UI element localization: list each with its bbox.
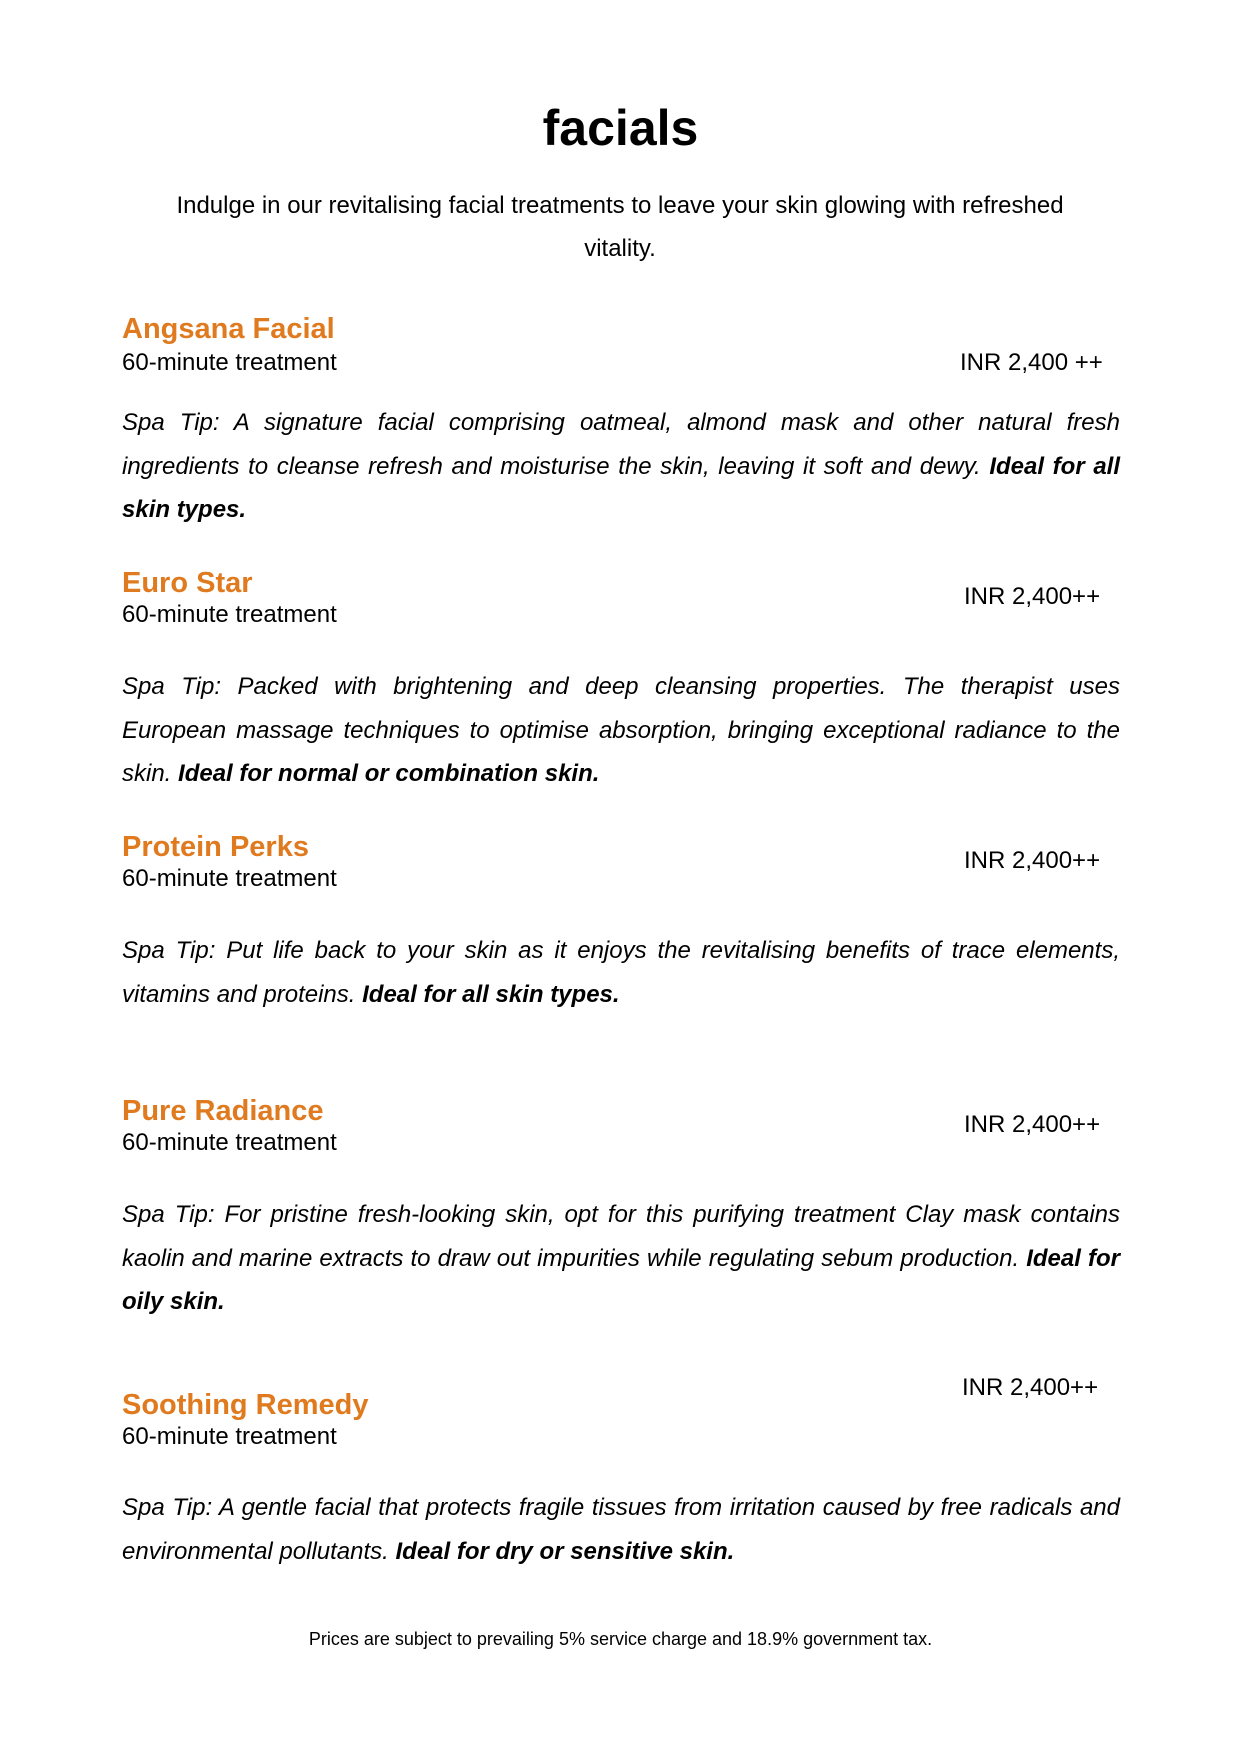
ideal-skin-type: Ideal for normal or combination skin. [178,760,600,787]
pricing-footnote: Prices are subject to prevailing 5% service charge and 18.9% government tax. [308,1629,933,1649]
spa-tip-text: Spa Tip: For pristine fresh-looking skin, opt for this purifying treatment Clay mask contains kaolin and marine extracts to draw out impurities while regulating sebum production. [122,1201,1120,1272]
spa-tip-text: Spa Tip: Put life back to your skin as it enjoys the revitalising benefits of trace elements, vitamins and proteins. [122,937,1120,1008]
treatment-price: INR 2,400 ++ [960,349,1103,376]
treatment-title-euro-star: Euro Star [122,567,253,599]
treatment-price: INR 2,400++ [964,1111,1101,1138]
ideal-skin-type: Ideal for dry or sensitive skin. [395,1537,735,1565]
treatment-title-protein-perks: Protein Perks [122,831,309,863]
ideal-skin-type: Ideal for all skin types. [362,980,620,1008]
treatment-duration: 60-minute treatment [122,865,337,892]
spa-tip [122,401,1120,532]
spa-tip [122,1486,1120,1573]
page-title: facials [542,100,699,156]
treatment-duration: 60-minute treatment [122,1423,337,1450]
treatment-price: INR 2,400++ [964,583,1101,610]
spa-tip-text: Spa Tip: A gentle facial that protects fragile tissues from irritation caused by free radicals and environmental pollutants. [122,1494,1120,1565]
ideal-skin-type: Ideal for all skin types. [122,452,1121,523]
treatment-duration: 60-minute treatment [122,601,337,628]
treatment-duration: 60-minute treatment [122,349,337,376]
ideal-skin-type: Ideal for oily skin. [122,1244,1120,1315]
treatment-price: INR 2,400++ [962,1374,1099,1401]
spa-tip [122,1193,1120,1324]
spa-tip [122,929,1120,1016]
spa-tip-text: Spa Tip: A signature facial comprising oatmeal, almond mask and other natural fresh ingredients to cleanse refresh and moisturise the skin, leaving it soft and dewy. [122,409,1120,480]
treatment-title-soothing-remedy: Soothing Remedy [122,1389,369,1421]
spa-tip [122,665,1120,796]
treatment-title-angsana-facial: Angsana Facial [122,313,335,345]
treatment-title-pure-radiance: Pure Radiance [122,1095,324,1127]
treatment-price: INR 2,400++ [964,847,1101,874]
intro-text: Indulge in our revitalising facial treatments to leave your skin glowing with refreshed vitality. [176,192,1064,262]
treatment-duration: 60-minute treatment [122,1129,337,1156]
spa-tip-text: Spa Tip: Packed with brightening and deep cleansing properties. The therapist uses European massage techniques to optimise absorption, bringing exceptional radiance to the skin. [122,673,1120,787]
